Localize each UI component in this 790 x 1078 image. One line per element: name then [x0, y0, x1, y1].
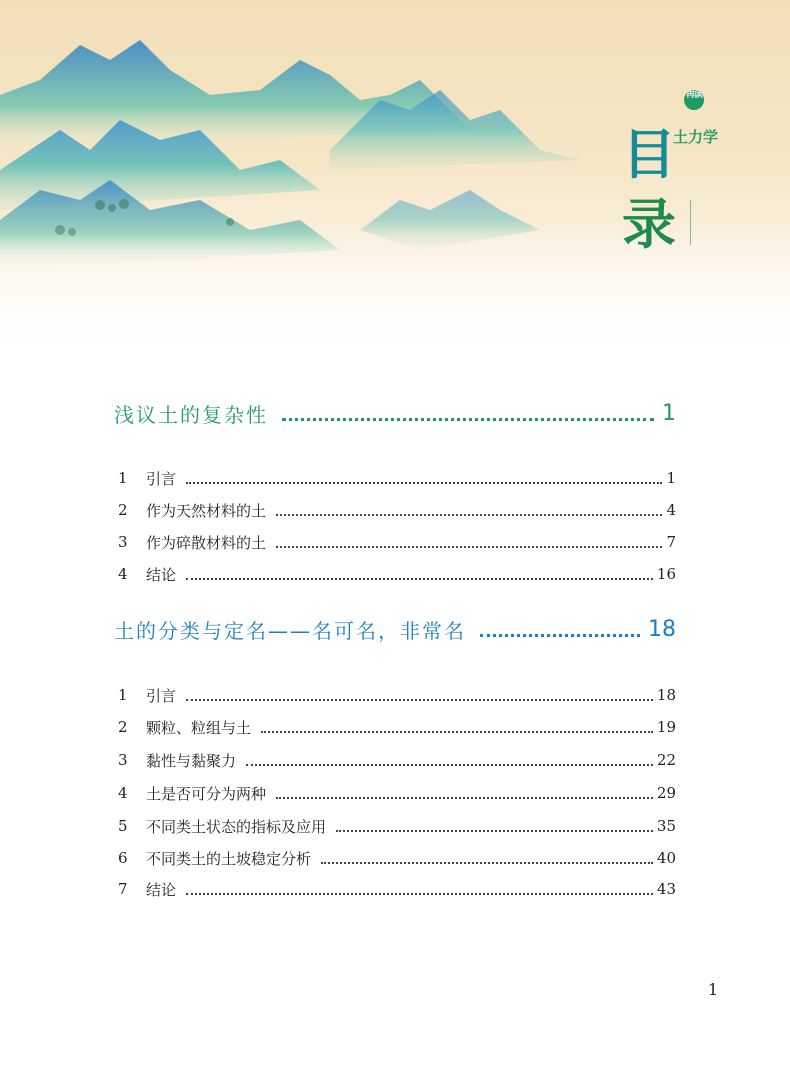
entry-title: 黏性与黏聚力 — [146, 751, 237, 770]
entry-number: 4 — [118, 784, 128, 802]
section-page-number: 1 — [662, 400, 676, 426]
entry-number: 1 — [118, 469, 128, 487]
entry-number: 7 — [118, 880, 128, 898]
leader-dots — [186, 568, 653, 580]
toc-entry[interactable] — [118, 683, 676, 707]
toc-entry[interactable] — [118, 562, 676, 586]
entry-page-number: 1 — [666, 469, 676, 487]
entry-title: 不同类土的土坡稳定分析 — [146, 849, 312, 868]
page-number: 1 — [708, 980, 719, 999]
entry-page-number: 22 — [656, 751, 676, 769]
entry-page-number: 7 — [666, 533, 676, 551]
entry-title: 引言 — [146, 469, 177, 488]
leader-dots — [261, 721, 653, 733]
toc-entry[interactable] — [118, 715, 676, 739]
leader-dots — [186, 689, 653, 701]
entry-page-number: 40 — [656, 849, 676, 867]
toc-entry[interactable] — [118, 498, 676, 522]
brand-subtitle: 土力学 — [673, 128, 719, 146]
entry-title: 不同类土状态的指标及应用 — [146, 817, 327, 836]
toc-entry[interactable] — [118, 814, 676, 838]
entry-title: 引言 — [146, 686, 177, 705]
entry-page-number: 18 — [656, 686, 676, 704]
entry-number: 6 — [118, 849, 128, 867]
toc-entry[interactable] — [118, 530, 676, 554]
entry-title: 作为碎散材料的土 — [146, 533, 267, 552]
section-title: 浅议土的复杂性 — [114, 402, 268, 427]
entry-page-number: 35 — [656, 817, 676, 835]
entry-title: 结论 — [146, 565, 177, 584]
leader-dots — [276, 504, 662, 516]
toc-entry[interactable] — [118, 877, 676, 901]
entry-page-number: 4 — [666, 501, 676, 519]
toc-entry[interactable] — [118, 466, 676, 490]
page-title — [622, 120, 682, 260]
entry-title: 作为天然材料的土 — [146, 501, 267, 520]
leader-dots — [276, 787, 653, 799]
page-title-char-2: 录 — [622, 193, 676, 256]
brand-logo — [684, 90, 724, 130]
toc-section-1[interactable] — [114, 396, 676, 430]
brand-seal: 再读 — [684, 90, 704, 110]
toc-entry[interactable] — [118, 846, 676, 870]
entry-title: 颗粒、粒组与土 — [146, 718, 252, 737]
toc-entry[interactable] — [118, 781, 676, 805]
entry-number: 1 — [118, 686, 128, 704]
leader-dots — [480, 622, 640, 637]
entry-number: 3 — [118, 751, 128, 769]
entry-page-number: 43 — [656, 880, 676, 898]
entry-number: 2 — [118, 501, 128, 519]
leader-dots — [336, 820, 653, 832]
leader-dots — [282, 406, 654, 421]
leader-dots — [276, 536, 662, 548]
leader-dots — [186, 883, 653, 895]
leader-dots — [246, 754, 653, 766]
page-title-char-1: 目 — [622, 123, 676, 186]
entry-page-number: 16 — [656, 565, 676, 583]
section-page-number: 18 — [648, 616, 676, 642]
leader-dots — [321, 852, 653, 864]
leader-dots — [186, 472, 662, 484]
title-divider — [690, 200, 691, 245]
toc-entry[interactable] — [118, 748, 676, 772]
entry-number: 3 — [118, 533, 128, 551]
entry-title: 结论 — [146, 880, 177, 899]
entry-number: 4 — [118, 565, 128, 583]
entry-page-number: 29 — [656, 784, 676, 802]
toc-section-2[interactable] — [114, 612, 676, 646]
entry-title: 土是否可分为两种 — [146, 784, 267, 803]
entry-page-number: 19 — [656, 718, 676, 736]
entry-number: 2 — [118, 718, 128, 736]
entry-number: 5 — [118, 817, 128, 835]
section-title: 土的分类与定名——名可名，非常名 — [114, 618, 466, 643]
